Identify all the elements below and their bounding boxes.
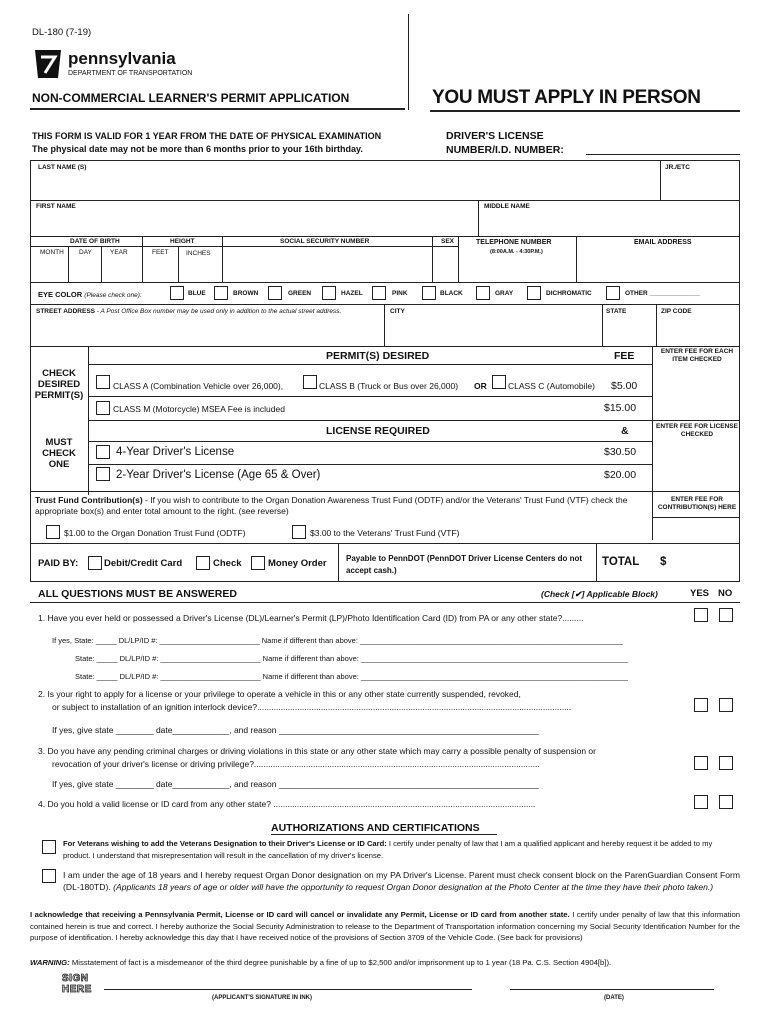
or-label: OR xyxy=(474,381,487,391)
eye-black-label: BLACK xyxy=(440,290,463,297)
last-name-label: LAST NAME (S) xyxy=(38,164,87,171)
dl-number-label-2: NUMBER/I.D. NUMBER: xyxy=(446,144,564,156)
money-order-checkbox[interactable] xyxy=(251,556,265,570)
email-label: EMAIL ADDRESS xyxy=(634,239,692,246)
veterans-text: For Veterans wishing to add the Veterans Designation to their Driver's License or ID Card: I certify under penalty of law that I am a qualified applicant and hereby request it be added to my product. I understand that misrepresentation will result in the cancellation of my driver's license. xyxy=(63,839,713,860)
contribution-enter-fee: ENTER FEE FOR CONTRIBUTION(S) HERE xyxy=(657,496,737,511)
check-label: Check xyxy=(213,558,242,569)
trust-fund-text: Trust Fund Contribution(s) - If you wish to contribute to the Organ Donation Awareness Trust Fund (ODTF) and/or the Veterans' Trust Fund (VTF) check the appropriate box(s) and enter total amount to the right. (see reverse) xyxy=(35,495,628,516)
question-2: 2. Is your right to apply for a license or your privilege to operate a vehicle in this or any other state currently suspended, revoked, xyxy=(38,689,521,699)
vtf-checkbox[interactable] xyxy=(292,525,306,539)
yes-header: YES xyxy=(690,588,710,599)
form-title: NON-COMMERCIAL LEARNER'S PERMIT APPLICATION xyxy=(32,91,350,105)
total-dollar: $ xyxy=(660,556,667,568)
must-check-label: MUST CHECK ONE xyxy=(42,437,76,470)
card-checkbox[interactable] xyxy=(88,556,102,570)
class-c-checkbox[interactable] xyxy=(492,375,506,389)
four-year-checkbox[interactable] xyxy=(96,445,110,459)
card-label: Debit/Credit Card xyxy=(104,558,183,569)
month-label: MONTH xyxy=(40,249,64,256)
two-year-fee: $20.00 xyxy=(604,469,637,481)
logo-dept: DEPARTMENT OF TRANSPORTATION xyxy=(68,70,193,77)
zip-label: ZIP CODE xyxy=(661,308,692,315)
check-permits-label: CHECK DESIRED PERMIT(S) xyxy=(34,368,84,401)
payable-note: Payable to PennDOT (PennDOT Driver License Centers do not accept cash.) xyxy=(346,554,583,575)
questions-header: ALL QUESTIONS MUST BE ANSWERED xyxy=(38,588,237,600)
check-checkbox[interactable] xyxy=(196,556,210,570)
odtf-label: $1.00 to the Organ Donation Trust Fund (ODTF) xyxy=(64,528,246,538)
dl-number-label: DRIVER'S LICENSE xyxy=(446,130,544,142)
eye-gray-checkbox[interactable] xyxy=(476,286,490,300)
q2-no-checkbox[interactable] xyxy=(719,698,733,712)
q2-followup: If yes, give state ________ date____________, and reason _______________________________________________________ xyxy=(52,725,539,735)
q3-no-checkbox[interactable] xyxy=(719,756,733,770)
auth-header: AUTHORIZATIONS AND CERTIFICATIONS xyxy=(271,822,480,834)
ssn-field[interactable] xyxy=(224,247,430,280)
last-name-field[interactable] xyxy=(32,174,658,198)
warning-text: WARNING: Misstatement of fact is a misdemeanor of the third degree punishable by a fine of up to $2,500 and/or imprisonment up to 1 year (18 Pa. C.S. Section 4904[b]). xyxy=(30,958,612,967)
eye-blue-label: BLUE xyxy=(188,290,206,297)
eye-green-label: GREEN xyxy=(288,290,312,297)
eye-other-checkbox[interactable] xyxy=(606,286,620,300)
class-abc-fee: $5.00 xyxy=(611,380,638,392)
eye-pink-checkbox[interactable] xyxy=(372,286,386,300)
class-m-checkbox[interactable] xyxy=(96,401,110,415)
day-label: DAY xyxy=(79,249,92,256)
q1-no-checkbox[interactable] xyxy=(719,608,733,622)
eye-brown-label: BROWN xyxy=(233,290,259,297)
eye-other-label: OTHER ______________ xyxy=(625,290,701,297)
apply-banner: YOU MUST APPLY IN PERSON xyxy=(432,87,701,108)
date-line[interactable] xyxy=(510,989,714,990)
class-b-label: CLASS B (Truck or Bus over 26,000) xyxy=(319,381,459,391)
license-header: LICENSE REQUIRED xyxy=(326,425,430,437)
first-name-field[interactable] xyxy=(32,212,476,234)
question-3: 3. Do you have any pending criminal charges or driving violations in this state or any other state which may carry a possible penalty of suspension or xyxy=(38,746,596,756)
organ-donor-text: I am under the age of 18 years and I hereby request Organ Donor designation on my PA Driver's License. Parent must check consent block on the ParenGuardian Consent Form (DL-180TD). (Applicants 18 years of age or older will have the opportunity to request Organ Donor designation at the Photo Center at the time they have their photo taken.) xyxy=(63,870,740,892)
question-4: 4. Do you hold a valid license or ID card from any other state? ............................................................................................................... xyxy=(38,799,536,809)
four-year-label: 4-Year Driver's License xyxy=(116,446,235,458)
license-amp: & xyxy=(621,425,629,437)
ssn-label: SOCIAL SECURITY NUMBER xyxy=(280,238,370,245)
two-year-label: 2-Year Driver's License (Age 65 & Over) xyxy=(116,469,321,481)
permits-header: PERMIT(S) DESIRED xyxy=(326,350,430,362)
year-label: YEAR xyxy=(110,249,128,256)
class-b-checkbox[interactable] xyxy=(303,375,317,389)
class-a-checkbox[interactable] xyxy=(96,375,110,389)
class-c-label: CLASS C (Automobile) xyxy=(508,381,595,391)
keystone-logo-icon xyxy=(32,48,64,80)
signature-line[interactable] xyxy=(104,989,472,990)
question-2-cont: or subject to installation of an ignition interlock device?..................................................................................................................................... xyxy=(52,702,572,712)
odtf-checkbox[interactable] xyxy=(46,525,60,539)
jr-etc-label: JR./ETC xyxy=(665,164,690,171)
eye-black-checkbox[interactable] xyxy=(422,286,436,300)
state-label: STATE xyxy=(606,308,627,315)
class-m-fee: $15.00 xyxy=(604,402,637,414)
q3-yes-checkbox[interactable] xyxy=(694,756,708,770)
q2-yes-checkbox[interactable] xyxy=(694,698,708,712)
eye-green-checkbox[interactable] xyxy=(268,286,282,300)
physical-note: The physical date may not be more than 6 months prior to your 16th birthday. xyxy=(32,144,363,154)
q1-yes-checkbox[interactable] xyxy=(694,608,708,622)
q3-followup: If yes, give state ________ date____________, and reason _______________________________________________________ xyxy=(52,779,539,789)
eye-hazel-checkbox[interactable] xyxy=(322,286,336,300)
middle-name-label: MIDDLE NAME xyxy=(484,203,530,210)
eye-blue-checkbox[interactable] xyxy=(170,286,184,300)
q4-no-checkbox[interactable] xyxy=(719,795,733,809)
paid-by-label: PAID BY: xyxy=(38,558,79,569)
organ-donor-checkbox[interactable] xyxy=(42,869,56,883)
phone-hours: (8:00A.M. - 4:30P.M.) xyxy=(490,249,543,255)
question-3-cont: revocation of your driver's license or driving privilege?......................................................................................................................... xyxy=(52,759,540,769)
veterans-checkbox[interactable] xyxy=(42,840,56,854)
permit-enter-fee: ENTER FEE FOR EACH ITEM CHECKED xyxy=(660,348,734,363)
total-amount-field[interactable] xyxy=(670,546,736,578)
eye-pink-label: PINK xyxy=(392,290,408,297)
logo-brand: pennsylvania xyxy=(68,49,176,68)
eye-dichromatic-label: DICHROMATIC xyxy=(546,290,592,297)
dob-label: DATE OF BIRTH xyxy=(70,238,120,245)
eye-hazel-label: HAZEL xyxy=(341,290,363,297)
inches-label: INCHES xyxy=(186,250,211,257)
date-caption: (DATE) xyxy=(604,995,624,1001)
signature-caption: (APPLICANT'S SIGNATURE IN INK) xyxy=(212,995,312,1001)
email-field[interactable] xyxy=(578,250,738,280)
question-1: 1. Have you ever held or possessed a Driver's License (DL)/Learner's Permit (LP)/Photo Identification Card (ID) from PA or any other state?......... xyxy=(38,613,584,623)
eye-brown-checkbox[interactable] xyxy=(214,286,228,300)
four-year-fee: $30.50 xyxy=(604,446,637,458)
height-label: HEIGHT xyxy=(170,238,195,245)
q1-state-row-1: If yes, State: _____ DL/LP/ID #: ________________________ Name if different than above: _______________________________________________________________ xyxy=(52,636,623,645)
feet-label: FEET xyxy=(152,249,169,256)
class-a-label: CLASS A (Combination Vehicle over 26,000), xyxy=(113,381,284,391)
no-header: NO xyxy=(718,588,733,599)
eye-color-label: EYE COLOR (Please check one): xyxy=(38,290,142,299)
vtf-label: $3.00 to the Veterans' Trust Fund (VTF) xyxy=(310,528,460,538)
phone-label: TELEPHONE NUMBER xyxy=(476,239,552,246)
eye-gray-label: GRAY xyxy=(495,290,514,297)
two-year-checkbox[interactable] xyxy=(96,467,110,481)
money-order-label: Money Order xyxy=(268,558,327,569)
first-name-label: FIRST NAME xyxy=(36,203,76,210)
sign-here-label: SIGN HERE xyxy=(62,973,92,995)
street-label: STREET ADDRESS - A Post Office Box number may be used only in addition to the actual street address. xyxy=(36,308,342,315)
street-field[interactable] xyxy=(32,318,382,344)
sex-label: SEX xyxy=(441,238,455,245)
phone-field[interactable] xyxy=(460,260,574,280)
q1-state-row-2: State: _____ DL/LP/ID #: ________________________ Name if different than above: ________________________________________________________________ xyxy=(75,654,628,663)
total-label: TOTAL xyxy=(602,556,640,568)
acknowledgement-text: I acknowledge that receiving a Pennsylvania Permit, License or ID card will cancel or invalidate any Permit, License or ID card from another state. I certify under penalty of law that this information contained herein is true and correct. I hereby authorize the Social Security Administration to release to the Department of Transportation information concerning my Social Security Identification Number for the purpose of identification. I hereby acknowledge this day that I have received notice of the provisions of Section 3709 of the Vehicle Code. (See back for provisions) xyxy=(30,910,740,943)
middle-name-field[interactable] xyxy=(480,212,738,234)
class-m-label: CLASS M (Motorcycle) MSEA Fee is included xyxy=(113,404,285,414)
q4-yes-checkbox[interactable] xyxy=(694,795,708,809)
check-block-note: (Check [✔] Applicable Block) xyxy=(541,589,658,599)
license-enter-fee: ENTER FEE FOR LICENSE CHECKED xyxy=(656,423,738,438)
q1-state-row-3: State: _____ DL/LP/ID #: ________________________ Name if different than above: ________________________________________________________________ xyxy=(75,672,628,681)
valid-note: THIS FORM IS VALID FOR 1 YEAR FROM THE DATE OF PHYSICAL EXAMINATION xyxy=(32,131,382,141)
fee-header: FEE xyxy=(614,350,635,362)
eye-dichromatic-checkbox[interactable] xyxy=(527,286,541,300)
city-label: CITY xyxy=(390,308,405,315)
form-id: DL-180 (7-19) xyxy=(32,27,92,38)
